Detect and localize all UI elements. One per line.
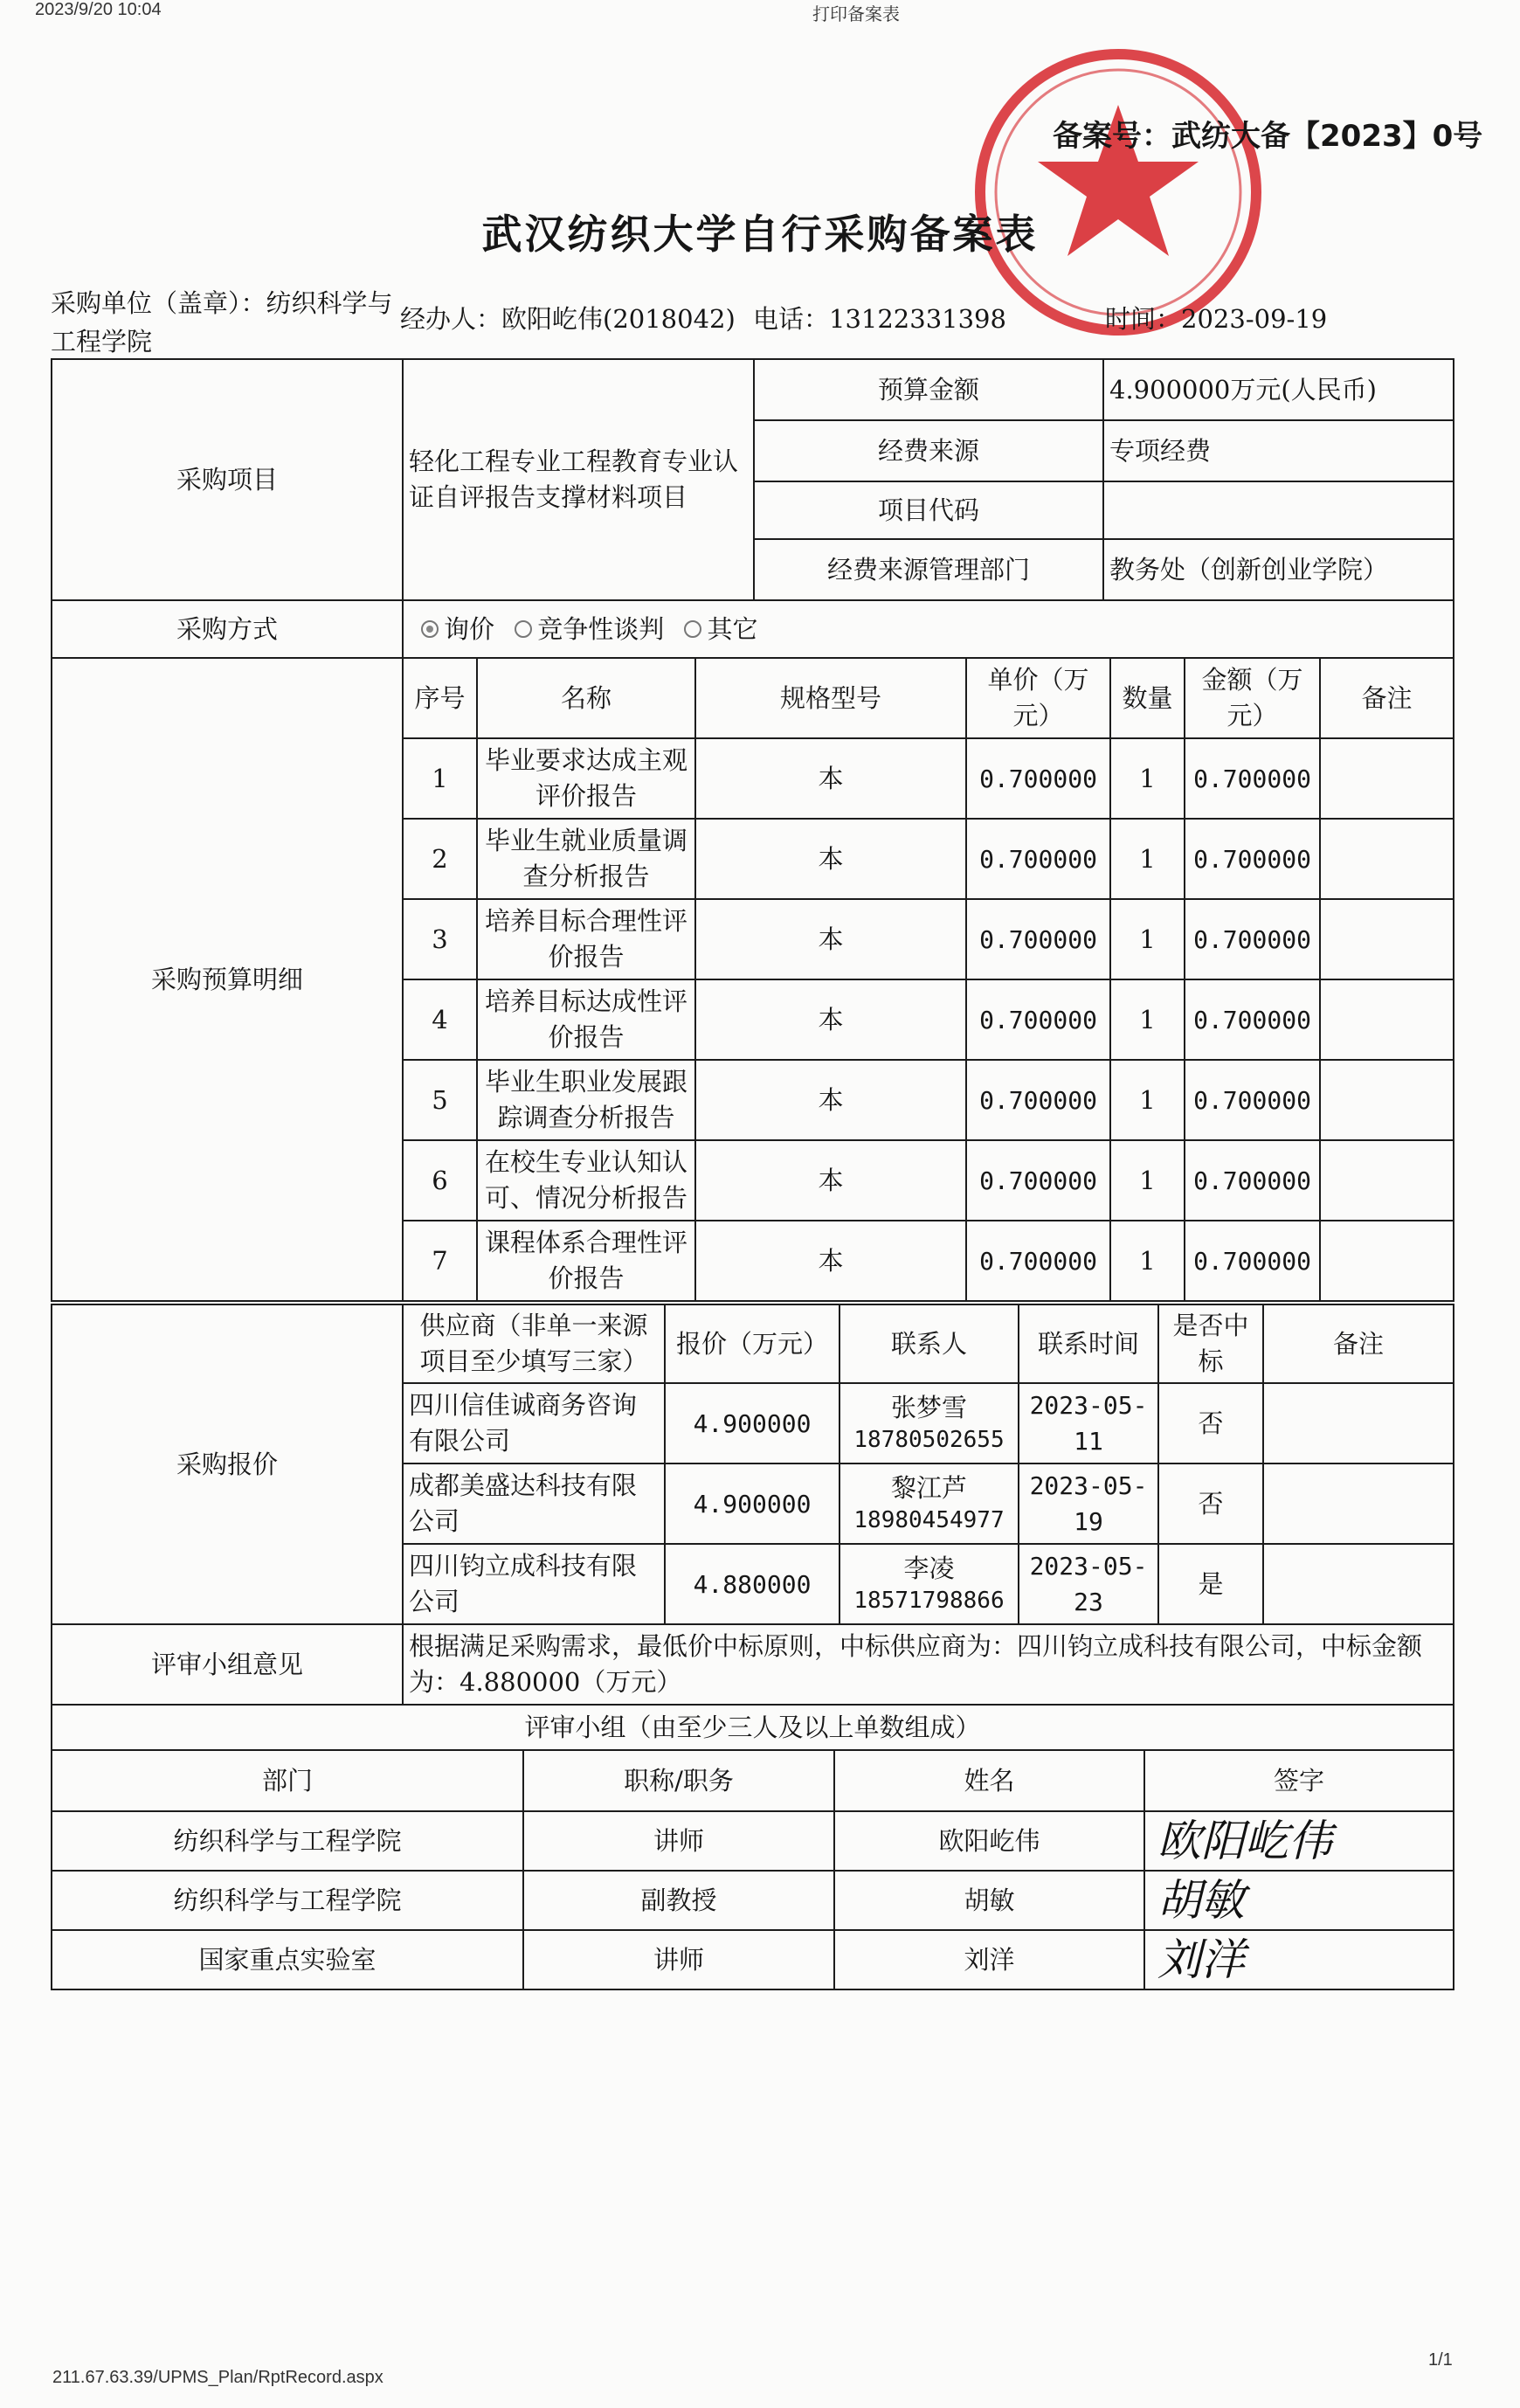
budget-seq: 7 (403, 1221, 477, 1301)
budget-spec: 本 (695, 899, 966, 979)
project-code-value (1103, 481, 1454, 539)
budget-amount: 0.700000 (1185, 979, 1320, 1060)
quote-contact (839, 1463, 1019, 1544)
contact-phone: 18980454977 (853, 1507, 1005, 1533)
radio-negotiation[interactable] (515, 620, 532, 638)
col-header-name: 名称 (477, 658, 695, 738)
radio-inquiry[interactable] (421, 620, 439, 638)
col-header-contact: 联系人 (839, 1304, 1019, 1383)
quote-winner: 是 (1158, 1544, 1263, 1624)
quote-note (1263, 1383, 1454, 1463)
col-header-winner: 是否中标 (1158, 1304, 1263, 1383)
budget-qty: 1 (1110, 899, 1185, 979)
contact-phone: 18571798866 (853, 1588, 1005, 1614)
member-signature: 欧阳屹伟 (1144, 1811, 1454, 1871)
budget-seq: 3 (403, 899, 477, 979)
quote-note (1263, 1463, 1454, 1544)
review-label: 评审小组意见 (52, 1624, 403, 1705)
budget-amount: 0.700000 (1185, 819, 1320, 899)
radio-other[interactable] (684, 620, 701, 638)
quote-contact (839, 1544, 1019, 1624)
page-title: 武汉纺织大学自行采购备案表 (481, 211, 1039, 258)
budget-detail-table (51, 657, 1454, 1302)
member-name: 刘洋 (834, 1930, 1144, 1989)
member-dept: 纺织科学与工程学院 (52, 1811, 523, 1871)
budget-note (1320, 979, 1454, 1060)
method-label: 采购方式 (52, 600, 403, 658)
budget-note (1320, 1140, 1454, 1221)
budget-label: 采购预算明细 (52, 658, 403, 1301)
supplier-name: 四川信佳诚商务咨询有限公司 (403, 1383, 665, 1463)
date-label: 时间：2023-09-19 (1105, 304, 1328, 334)
budget-spec: 本 (695, 1140, 966, 1221)
budget-seq: 6 (403, 1140, 477, 1221)
print-label: 打印备案表 (812, 5, 900, 24)
budget-spec: 本 (695, 979, 966, 1060)
budget-amount: 0.700000 (1185, 899, 1320, 979)
project-name: 轻化工程专业工程教育专业认证自评报告支撑材料项目 (403, 359, 754, 600)
review-opinion: 根据满足采购需求，最低价中标原则，中标供应商为：四川钧立成科技有限公司，中标金额为：4.880000（万元） (403, 1624, 1454, 1705)
quote-winner: 否 (1158, 1383, 1263, 1463)
quote-price: 4.900000 (665, 1463, 839, 1544)
col-header-signature: 签字 (1144, 1750, 1454, 1811)
budget-unit-price: 0.700000 (966, 819, 1110, 899)
col-header-price: 报价（万元） (665, 1304, 839, 1383)
member-title: 讲师 (523, 1811, 834, 1871)
budget-item-name: 毕业生就业质量调查分析报告 (477, 819, 695, 899)
col-header-dept: 部门 (52, 1750, 523, 1811)
budget-qty: 1 (1110, 1060, 1185, 1140)
member-signature: 胡敏 (1144, 1871, 1454, 1930)
budget-spec: 本 (695, 1060, 966, 1140)
budget-amount: 0.700000 (1185, 1221, 1320, 1301)
contact-name: 李凌 (903, 1553, 955, 1583)
option-other: 其它 (707, 613, 758, 644)
project-table (51, 358, 1454, 659)
budget-qty: 1 (1110, 738, 1185, 819)
option-inquiry: 询价 (444, 613, 495, 644)
print-datetime: 2023/9/20 10:04 (35, 0, 162, 19)
col-header-note: 备注 (1320, 658, 1454, 738)
budget-amount-label: 预算金额 (754, 359, 1103, 420)
member-title: 副教授 (523, 1871, 834, 1930)
quote-contact (839, 1383, 1019, 1463)
member-name: 欧阳屹伟 (834, 1811, 1144, 1871)
date-value: 2023-09-19 (1181, 304, 1328, 334)
quote-date: 2023-05-11 (1019, 1383, 1158, 1463)
budget-note (1320, 1060, 1454, 1140)
col-header-seq: 序号 (403, 658, 477, 738)
quote-date: 2023-05-19 (1019, 1463, 1158, 1544)
budget-item-name: 培养目标合理性评价报告 (477, 899, 695, 979)
member-signature: 刘洋 (1144, 1930, 1454, 1989)
budget-amount: 0.700000 (1185, 1140, 1320, 1221)
budget-unit-price: 0.700000 (966, 1221, 1110, 1301)
member-dept: 纺织科学与工程学院 (52, 1871, 523, 1930)
budget-spec: 本 (695, 738, 966, 819)
fund-dept-label: 经费来源管理部门 (754, 539, 1103, 600)
panel-member-row (52, 1811, 1454, 1871)
supplier-name: 四川钧立成科技有限公司 (403, 1544, 665, 1624)
budget-item-name: 毕业要求达成主观评价报告 (477, 738, 695, 819)
budget-unit-price: 0.700000 (966, 738, 1110, 819)
budget-spec: 本 (695, 819, 966, 899)
purchase-unit: 采购单位（盖章）：纺织科学与工程学院 (51, 288, 393, 356)
contact-phone: 18780502655 (853, 1427, 1005, 1453)
contact-name: 黎江芦 (890, 1473, 967, 1503)
budget-seq: 4 (403, 979, 477, 1060)
quotes-table (51, 1304, 1454, 1625)
col-header-unit-price: 单价（万元） (966, 658, 1110, 738)
col-header-contact-time: 联系时间 (1019, 1304, 1158, 1383)
budget-note (1320, 738, 1454, 819)
project-code-label: 项目代码 (754, 481, 1103, 539)
fund-source-label: 经费来源 (754, 420, 1103, 481)
member-title: 讲师 (523, 1930, 834, 1989)
col-header-spec: 规格型号 (695, 658, 966, 738)
footer-url: 211.67.63.39/UPMS_Plan/RptRecord.aspx (52, 2368, 383, 2387)
col-header-person: 姓名 (834, 1750, 1144, 1811)
col-header-title: 职称/职务 (523, 1750, 834, 1811)
panel-member-row (52, 1871, 1454, 1930)
handler: 经办人：欧阳屹伟(2018042) (400, 304, 736, 334)
review-table (51, 1623, 1454, 1751)
panel-table (51, 1749, 1454, 1990)
budget-note (1320, 899, 1454, 979)
budget-item-name: 课程体系合理性评价报告 (477, 1221, 695, 1301)
budget-seq: 1 (403, 738, 477, 819)
budget-seq: 2 (403, 819, 477, 899)
contact-name: 张梦雪 (890, 1393, 967, 1422)
budget-amount-value: 4.900000万元(人民币) (1103, 359, 1454, 420)
budget-item-name: 培养目标达成性评价报告 (477, 979, 695, 1060)
phone: 电话：13122331398 (753, 304, 1006, 334)
budget-seq: 5 (403, 1060, 477, 1140)
panel-caption: 评审小组（由至少三人及以上单数组成） (52, 1705, 1454, 1750)
budget-qty: 1 (1110, 1140, 1185, 1221)
budget-unit-price: 0.700000 (966, 1060, 1110, 1140)
supplier-name: 成都美盛达科技有限公司 (403, 1463, 665, 1544)
member-dept: 国家重点实验室 (52, 1930, 523, 1989)
budget-spec: 本 (695, 1221, 966, 1301)
budget-unit-price: 0.700000 (966, 899, 1110, 979)
budget-qty: 1 (1110, 979, 1185, 1060)
quote-price: 4.900000 (665, 1383, 839, 1463)
quote-price: 4.880000 (665, 1544, 839, 1624)
col-header-amount: 金额（万元） (1185, 658, 1320, 738)
record-number: 备案号：武纺大备【2023】0号 (1053, 119, 1483, 154)
budget-qty: 1 (1110, 819, 1185, 899)
budget-item-name: 毕业生职业发展跟踪调查分析报告 (477, 1060, 695, 1140)
budget-amount: 0.700000 (1185, 738, 1320, 819)
budget-note (1320, 1221, 1454, 1301)
quote-winner: 否 (1158, 1463, 1263, 1544)
budget-note (1320, 819, 1454, 899)
col-header-qty: 数量 (1110, 658, 1185, 738)
budget-item-name: 在校生专业认知认可、情况分析报告 (477, 1140, 695, 1221)
budget-unit-price: 0.700000 (966, 1140, 1110, 1221)
panel-member-row (52, 1930, 1454, 1989)
budget-qty: 1 (1110, 1221, 1185, 1301)
budget-unit-price: 0.700000 (966, 979, 1110, 1060)
fund-dept-value: 教务处（创新创业学院） (1103, 539, 1454, 600)
quotes-label: 采购报价 (52, 1304, 403, 1624)
col-header-supplier: 供应商（非单一来源项目至少填写三家） (403, 1304, 665, 1383)
quote-date: 2023-05-23 (1019, 1544, 1158, 1624)
col-header-quote-note: 备注 (1263, 1304, 1454, 1383)
project-label: 采购项目 (52, 359, 403, 600)
fund-source-value: 专项经费 (1103, 420, 1454, 481)
footer-page: 1/1 (1428, 2350, 1453, 2370)
member-name: 胡敏 (834, 1871, 1144, 1930)
quote-note (1263, 1544, 1454, 1624)
method-options (403, 600, 1454, 658)
budget-amount: 0.700000 (1185, 1060, 1320, 1140)
option-negotiation: 竞争性谈判 (537, 613, 665, 644)
